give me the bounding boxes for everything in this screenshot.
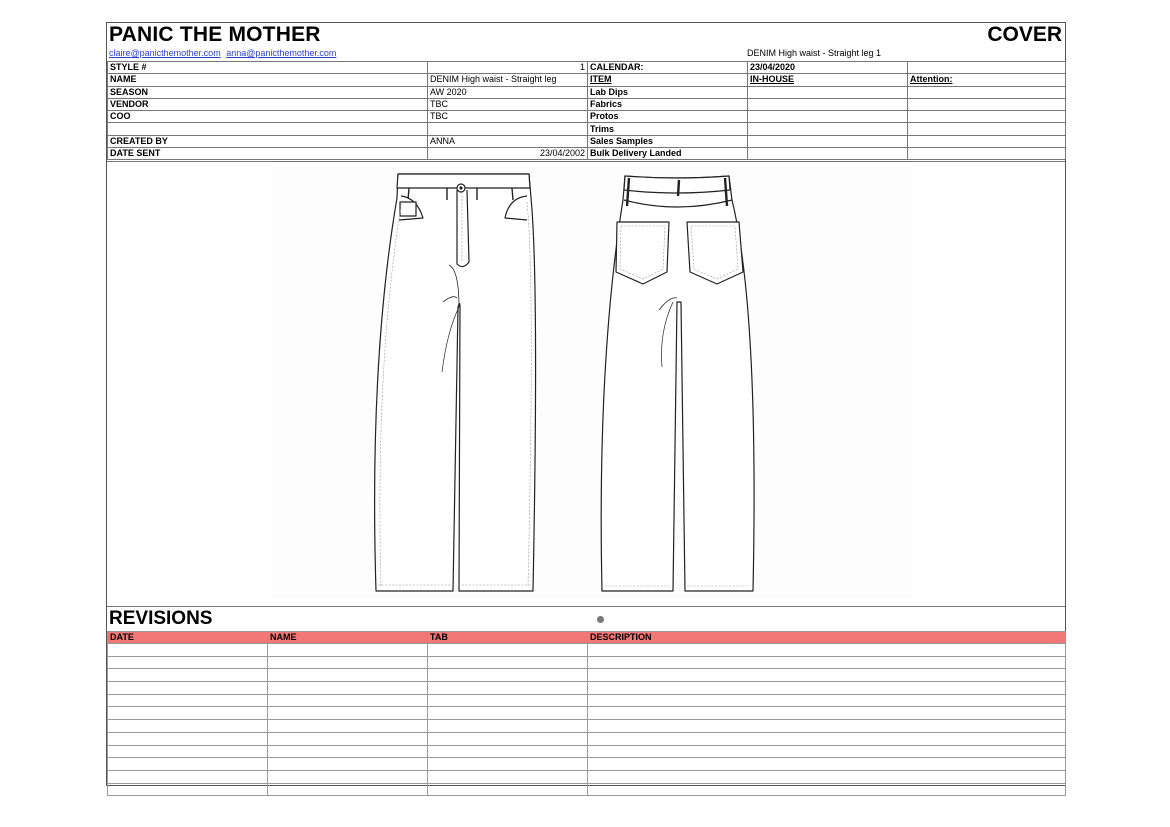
vendor-label: VENDOR: [108, 98, 428, 110]
empty-cell: [428, 123, 588, 135]
jeans-back-view: [601, 176, 754, 591]
revision-date-cell[interactable]: [108, 758, 268, 771]
jeans-technical-flats: [107, 162, 1065, 608]
revision-description-cell[interactable]: [588, 783, 1066, 796]
inhouse-cell: [748, 123, 908, 135]
email-link-claire[interactable]: claire@panicthemother.com: [109, 48, 221, 58]
document-name: DENIM High waist - Straight leg 1: [747, 48, 882, 58]
calendar-item: Lab Dips: [588, 86, 748, 98]
revision-name-cell[interactable]: [268, 656, 428, 669]
contact-emails: [109, 48, 339, 58]
revision-name-cell[interactable]: [268, 732, 428, 745]
revision-date-cell[interactable]: [108, 707, 268, 720]
revision-description-cell[interactable]: [588, 720, 1066, 733]
revision-name-cell[interactable]: [268, 720, 428, 733]
attention-column-header: Attention:: [908, 74, 1066, 86]
empty-cell: [908, 62, 1066, 74]
inhouse-cell: [748, 98, 908, 110]
date-sent-label: DATE SENT: [108, 148, 428, 160]
section-title: COVER: [987, 23, 1062, 46]
attention-cell: [908, 86, 1066, 98]
calendar-item: Protos: [588, 111, 748, 123]
revision-row[interactable]: [108, 694, 1066, 707]
calendar-item: Fabrics: [588, 98, 748, 110]
revision-name-cell[interactable]: [268, 758, 428, 771]
name-label: NAME: [108, 74, 428, 86]
date-sent-value: 23/04/2002: [428, 148, 588, 160]
revisions-header-row: [108, 632, 1066, 644]
revision-tab-cell[interactable]: [428, 656, 588, 669]
coo-label: COO: [108, 111, 428, 123]
revision-row[interactable]: [108, 644, 1066, 657]
revision-row[interactable]: [108, 758, 1066, 771]
revision-tab-cell[interactable]: [428, 682, 588, 695]
style-label: STYLE #: [108, 62, 428, 74]
revision-tab-cell[interactable]: [428, 783, 588, 796]
revision-tab-cell[interactable]: [428, 720, 588, 733]
revision-date-cell[interactable]: [108, 732, 268, 745]
revision-date-cell[interactable]: [108, 745, 268, 758]
inhouse-cell: [748, 148, 908, 160]
inhouse-cell: [748, 86, 908, 98]
calendar-item: Trims: [588, 123, 748, 135]
revision-row[interactable]: [108, 669, 1066, 682]
empty-cell: [108, 123, 428, 135]
revision-description-cell[interactable]: [588, 644, 1066, 657]
revision-name-cell[interactable]: [268, 682, 428, 695]
email-link-anna[interactable]: anna@panicthemother.com: [226, 48, 337, 58]
revision-description-cell[interactable]: [588, 707, 1066, 720]
brand-title: PANIC THE MOTHER: [109, 23, 321, 46]
revision-name-cell[interactable]: [268, 644, 428, 657]
revision-date-cell[interactable]: [108, 669, 268, 682]
revision-date-cell[interactable]: [108, 682, 268, 695]
revision-tab-cell[interactable]: [428, 732, 588, 745]
revision-tab-cell[interactable]: [428, 694, 588, 707]
revision-row[interactable]: [108, 707, 1066, 720]
attention-cell: [908, 123, 1066, 135]
revision-description-cell[interactable]: [588, 770, 1066, 783]
name-column-header: NAME: [268, 632, 428, 644]
revisions-table: [107, 631, 1066, 796]
revision-date-cell[interactable]: [108, 644, 268, 657]
created-by-value: ANNA: [428, 135, 588, 147]
bullet-dot: [597, 616, 604, 623]
revision-date-cell[interactable]: [108, 783, 268, 796]
revision-row[interactable]: [108, 682, 1066, 695]
revision-tab-cell[interactable]: [428, 745, 588, 758]
revision-tab-cell[interactable]: [428, 644, 588, 657]
revision-row[interactable]: [108, 732, 1066, 745]
revision-date-cell[interactable]: [108, 694, 268, 707]
attention-cell: [908, 148, 1066, 160]
revision-description-cell[interactable]: [588, 694, 1066, 707]
name-value: DENIM High waist - Straight leg: [428, 74, 588, 86]
revision-row[interactable]: [108, 783, 1066, 796]
jeans-front-view: [375, 174, 536, 591]
inhouse-cell: [748, 135, 908, 147]
calendar-date: 23/04/2020: [748, 62, 908, 74]
attention-cell: [908, 111, 1066, 123]
revision-description-cell[interactable]: [588, 758, 1066, 771]
revision-name-cell[interactable]: [268, 745, 428, 758]
inhouse-cell: [748, 111, 908, 123]
revision-name-cell[interactable]: [268, 770, 428, 783]
revision-description-cell[interactable]: [588, 732, 1066, 745]
revision-tab-cell[interactable]: [428, 770, 588, 783]
revision-description-cell[interactable]: [588, 669, 1066, 682]
revision-tab-cell[interactable]: [428, 707, 588, 720]
calendar-label: CALENDAR:: [588, 62, 748, 74]
revision-row[interactable]: [108, 770, 1066, 783]
tab-column-header: TAB: [428, 632, 588, 644]
revision-description-cell[interactable]: [588, 682, 1066, 695]
revision-description-cell[interactable]: [588, 745, 1066, 758]
inhouse-column-header: IN-HOUSE: [748, 74, 908, 86]
revision-name-cell[interactable]: [268, 669, 428, 682]
revision-date-cell[interactable]: [108, 656, 268, 669]
revision-date-cell[interactable]: [108, 720, 268, 733]
revision-name-cell[interactable]: [268, 783, 428, 796]
revision-tab-cell[interactable]: [428, 758, 588, 771]
season-label: SEASON: [108, 86, 428, 98]
revisions-title: REVISIONS: [109, 608, 213, 629]
style-value: 1: [428, 62, 588, 74]
vendor-value: TBC: [428, 98, 588, 110]
date-column-header: DATE: [108, 632, 268, 644]
calendar-item: Bulk Delivery Landed: [588, 148, 748, 160]
attention-cell: [908, 135, 1066, 147]
revision-row[interactable]: [108, 745, 1066, 758]
created-by-label: CREATED BY: [108, 135, 428, 147]
revision-name-cell[interactable]: [268, 707, 428, 720]
coo-value: TBC: [428, 111, 588, 123]
revision-row[interactable]: [108, 720, 1066, 733]
spec-sheet: [106, 22, 1066, 786]
item-column-header: ITEM: [588, 74, 748, 86]
season-value: AW 2020: [428, 86, 588, 98]
style-info-table: [107, 61, 1066, 160]
technical-drawing-area: [107, 161, 1065, 607]
revision-name-cell[interactable]: [268, 694, 428, 707]
description-column-header: DESCRIPTION: [588, 632, 1066, 644]
revision-row[interactable]: [108, 656, 1066, 669]
revision-tab-cell[interactable]: [428, 669, 588, 682]
revision-description-cell[interactable]: [588, 656, 1066, 669]
calendar-item: Sales Samples: [588, 135, 748, 147]
revision-date-cell[interactable]: [108, 770, 268, 783]
attention-cell: [908, 98, 1066, 110]
